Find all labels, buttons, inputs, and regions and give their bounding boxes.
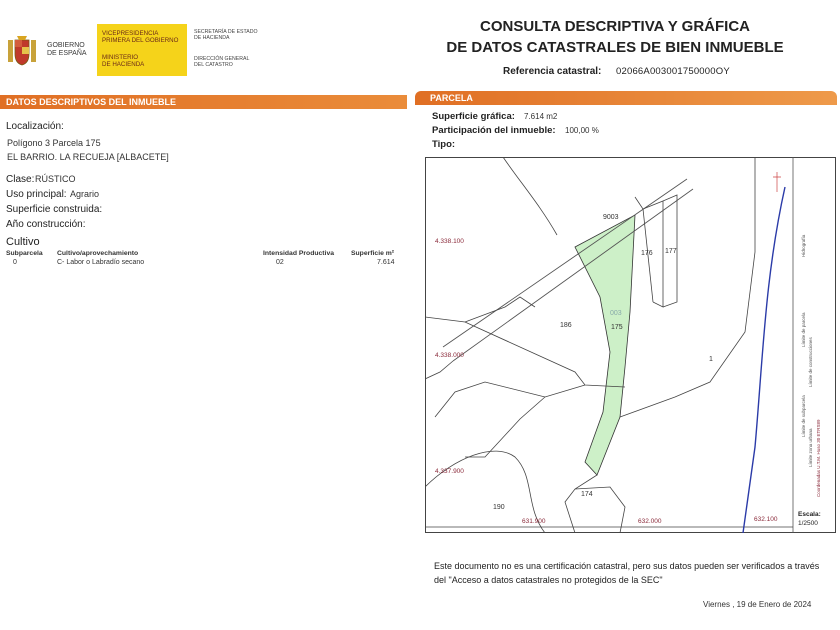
cadastral-ref-label: Referencia catastral:: [503, 66, 602, 77]
share-value: 100,00 %: [565, 126, 599, 135]
class-value: RÚSTICO: [35, 174, 76, 184]
crop-header-intensity: Intensidad Productiva: [263, 250, 335, 257]
cadastral-ref-value: 02066A003001750000OY: [616, 66, 730, 77]
document-title-line1: CONSULTA DESCRIPTIVA Y GRÁFICA: [479, 18, 750, 35]
parcel-label-003: 003: [610, 310, 622, 317]
legend-item-3: Límite de subparcela: [801, 395, 806, 437]
location-line1: Polígono 3 Parcela 175: [7, 138, 101, 148]
coord-x-2: 632.000: [638, 518, 662, 525]
document-date: Viernes , 19 de Enero de 2024: [703, 600, 812, 609]
construction-year-label: Año construcción:: [6, 219, 86, 230]
use-label: Uso principal:: [6, 189, 67, 200]
disclaimer-note: Este documento no es una certificación catastral, pero sus datos pueden ser verificados a través del "Acceso a datos catastrales no protegidos de la SEC": [434, 561, 820, 585]
parcel-label-1: 1: [709, 356, 713, 363]
government-label: GOBIERNO DE ESPAÑA: [47, 42, 87, 57]
descriptive-section-header: DATOS DESCRIPTIVOS DEL INMUEBLE: [0, 95, 407, 109]
location-label: Localización:: [6, 121, 64, 132]
legend-item-1: Hidrografía: [801, 234, 806, 257]
crop-header-crop: Cultivo/aprovechamiento: [57, 250, 139, 257]
vicepresidency-label: VICEPRESIDENCIA PRIMERA DEL GOBIERNO: [102, 30, 179, 44]
graphic-surface-value: 7.614 m2: [524, 112, 558, 121]
coord-y-3: 4.337.900: [435, 468, 464, 475]
parcel-label-177: 177: [665, 248, 677, 255]
coord-y-2: 4.338.000: [435, 352, 464, 359]
crop-header-subparcel: Subparcela: [6, 250, 43, 257]
parcel-label-175: 175: [611, 324, 623, 331]
coord-y-1: 4.338.100: [435, 238, 464, 245]
legend-item-5: Límite zona urbana: [808, 428, 813, 467]
graphic-surface-label: Superficie gráfica:: [432, 111, 515, 122]
crop-row-crop: C- Labor o Labradío secano: [57, 259, 145, 266]
ministry-badge: [97, 24, 187, 76]
cadastral-map: [425, 157, 836, 533]
built-surface-label: Superficie construida:: [6, 204, 103, 215]
crop-row-subparcel: 0: [13, 259, 17, 266]
legend-note: Coordenadas U.T.M. Huso 30 ETRS89: [816, 419, 821, 497]
use-value: Agrario: [70, 189, 100, 199]
class-label: Clase:: [6, 174, 35, 185]
coat-of-arms-icon: [6, 34, 38, 68]
parcel-label-9003: 9003: [603, 214, 619, 221]
scale-value: 1/2500: [798, 520, 818, 527]
parcel-label-186: 186: [560, 322, 572, 329]
legend-item-2: Límite de parcela: [801, 312, 806, 347]
crop-row-intensity: 02: [276, 259, 284, 266]
parcel-label-190: 190: [493, 504, 505, 511]
scale-label: Escala:: [798, 511, 821, 518]
legend-item-4: Límite de construcciones: [808, 337, 813, 387]
crop-title: Cultivo: [6, 236, 40, 248]
parcel-label-176: 176: [641, 250, 653, 257]
share-label: Participación del inmueble:: [432, 125, 556, 136]
crop-header-surface: Superficie m²: [351, 250, 395, 257]
secretariat-label: SECRETARÍA DE ESTADO DE HACIENDA: [194, 29, 258, 41]
directorate-label: DIRECCIÓN GENERAL DEL CATASTRO: [194, 56, 250, 68]
parcel-section-header: PARCELA: [415, 91, 837, 105]
ministry-label: MINISTERIO DE HACIENDA: [102, 54, 145, 68]
crop-row-surface: 7.614: [377, 259, 395, 266]
coord-x-3: 632.100: [754, 516, 778, 523]
parcel-label-174: 174: [581, 491, 593, 498]
location-line2: EL BARRIO. LA RECUEJA [ALBACETE]: [7, 152, 169, 162]
type-label: Tipo:: [432, 139, 456, 150]
coord-x-1: 631.900: [522, 518, 546, 525]
document-title-line2: DE DATOS CATASTRALES DE BIEN INMUEBLE: [446, 39, 784, 56]
